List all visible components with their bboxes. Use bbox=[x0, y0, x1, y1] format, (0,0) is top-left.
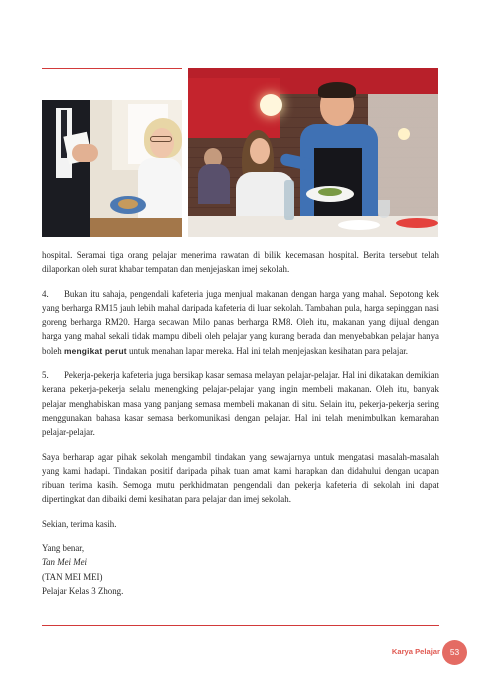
signoff: Yang benar, bbox=[42, 543, 85, 554]
paragraph-4 bbox=[42, 287, 439, 358]
top-rule bbox=[42, 68, 182, 69]
idiom-highlight: mengikat perut bbox=[63, 345, 127, 356]
paragraph-number: 4. bbox=[42, 288, 49, 299]
paragraph-4-text-a: Bukan itu sahaja, pengendali kafeteria juga menjual makanan dengan harga yang mahal. Sepotong kek yang berharga RM15 jauh lebih mahal daripada kafeteria di luar sekolah. Tambahan pula, harga sepinggan nasi goreng berharga RM20. Harga secawan Milo panas berharga RM8. Oleh itu, makanan yang dijual dengan harga yang mahal sekali tidak mampu dibeli oleh pelajar yang kurang berada dan menyebabkan pelajar hanya boleh bbox=[42, 288, 439, 356]
closing-line: Sekian, terima kasih. bbox=[42, 518, 117, 529]
page-number: 53 bbox=[449, 647, 460, 657]
footer-section-label: Karya Pelajar bbox=[391, 647, 440, 656]
paragraph-6: Saya berharap agar pihak sekolah mengambil tindakan yang sewajarnya untuk mengatasi masalah-masalah yang kami hadapi. Tindakan positif daripada pihak tuan amat kami harapkan dan didahului dengan ucapan ribuan terima kasih. Semoga mutu perkhidmatan pengendali dan pekerja kafeteria di sekolah ini dapat dipertingkat dan dibaiki demi kesihatan para pelajar dan imej sekolah. bbox=[42, 451, 439, 505]
photo-waiter-serving-woman bbox=[42, 100, 182, 237]
paragraph-5-text: Pekerja-pekerja kafeteria juga bersikap kasar semasa melayan pelajar-pelajar. Hal ini dikatakan demikian kerana pekerja-pekerja selalu menengking pelajar-pelajar yang ingin membeli makanan. Oleh itu, banyak pelajar menghabiskan masa yang panjang semasa membeli makanan di situ. Selain itu, pekerja-pekerja sering menggunakan bahasa kasar semasa berkomunikasi dengan pelajar. Hal ini telah menimbulkan kemarahan pelajar-pelajar. bbox=[42, 370, 439, 438]
photo-rude-waiter-restaurant bbox=[188, 68, 438, 237]
bottom-rule bbox=[42, 625, 439, 626]
paragraph-4-text-b: untuk menahan lapar mereka. Hal ini telah menjejaskan kesihatan para pelajar. bbox=[126, 345, 408, 356]
paragraph-continuation: hospital. Seramai tiga orang pelajar menerima rawatan di bilik kecemasan hospital. Berita tersebut telah dilaporkan oleh surat khabar tempatan dan menjejaskan imej sekolah. bbox=[42, 250, 439, 275]
writer-name: (TAN MEI MEI) bbox=[42, 571, 103, 582]
paragraph-5 bbox=[42, 368, 439, 439]
letter-body bbox=[42, 248, 439, 598]
writer-class: Pelajar Kelas 3 Zhong. bbox=[42, 585, 124, 596]
signature: Tan Mei Mei bbox=[42, 557, 88, 568]
paragraph-number: 5. bbox=[42, 370, 49, 381]
